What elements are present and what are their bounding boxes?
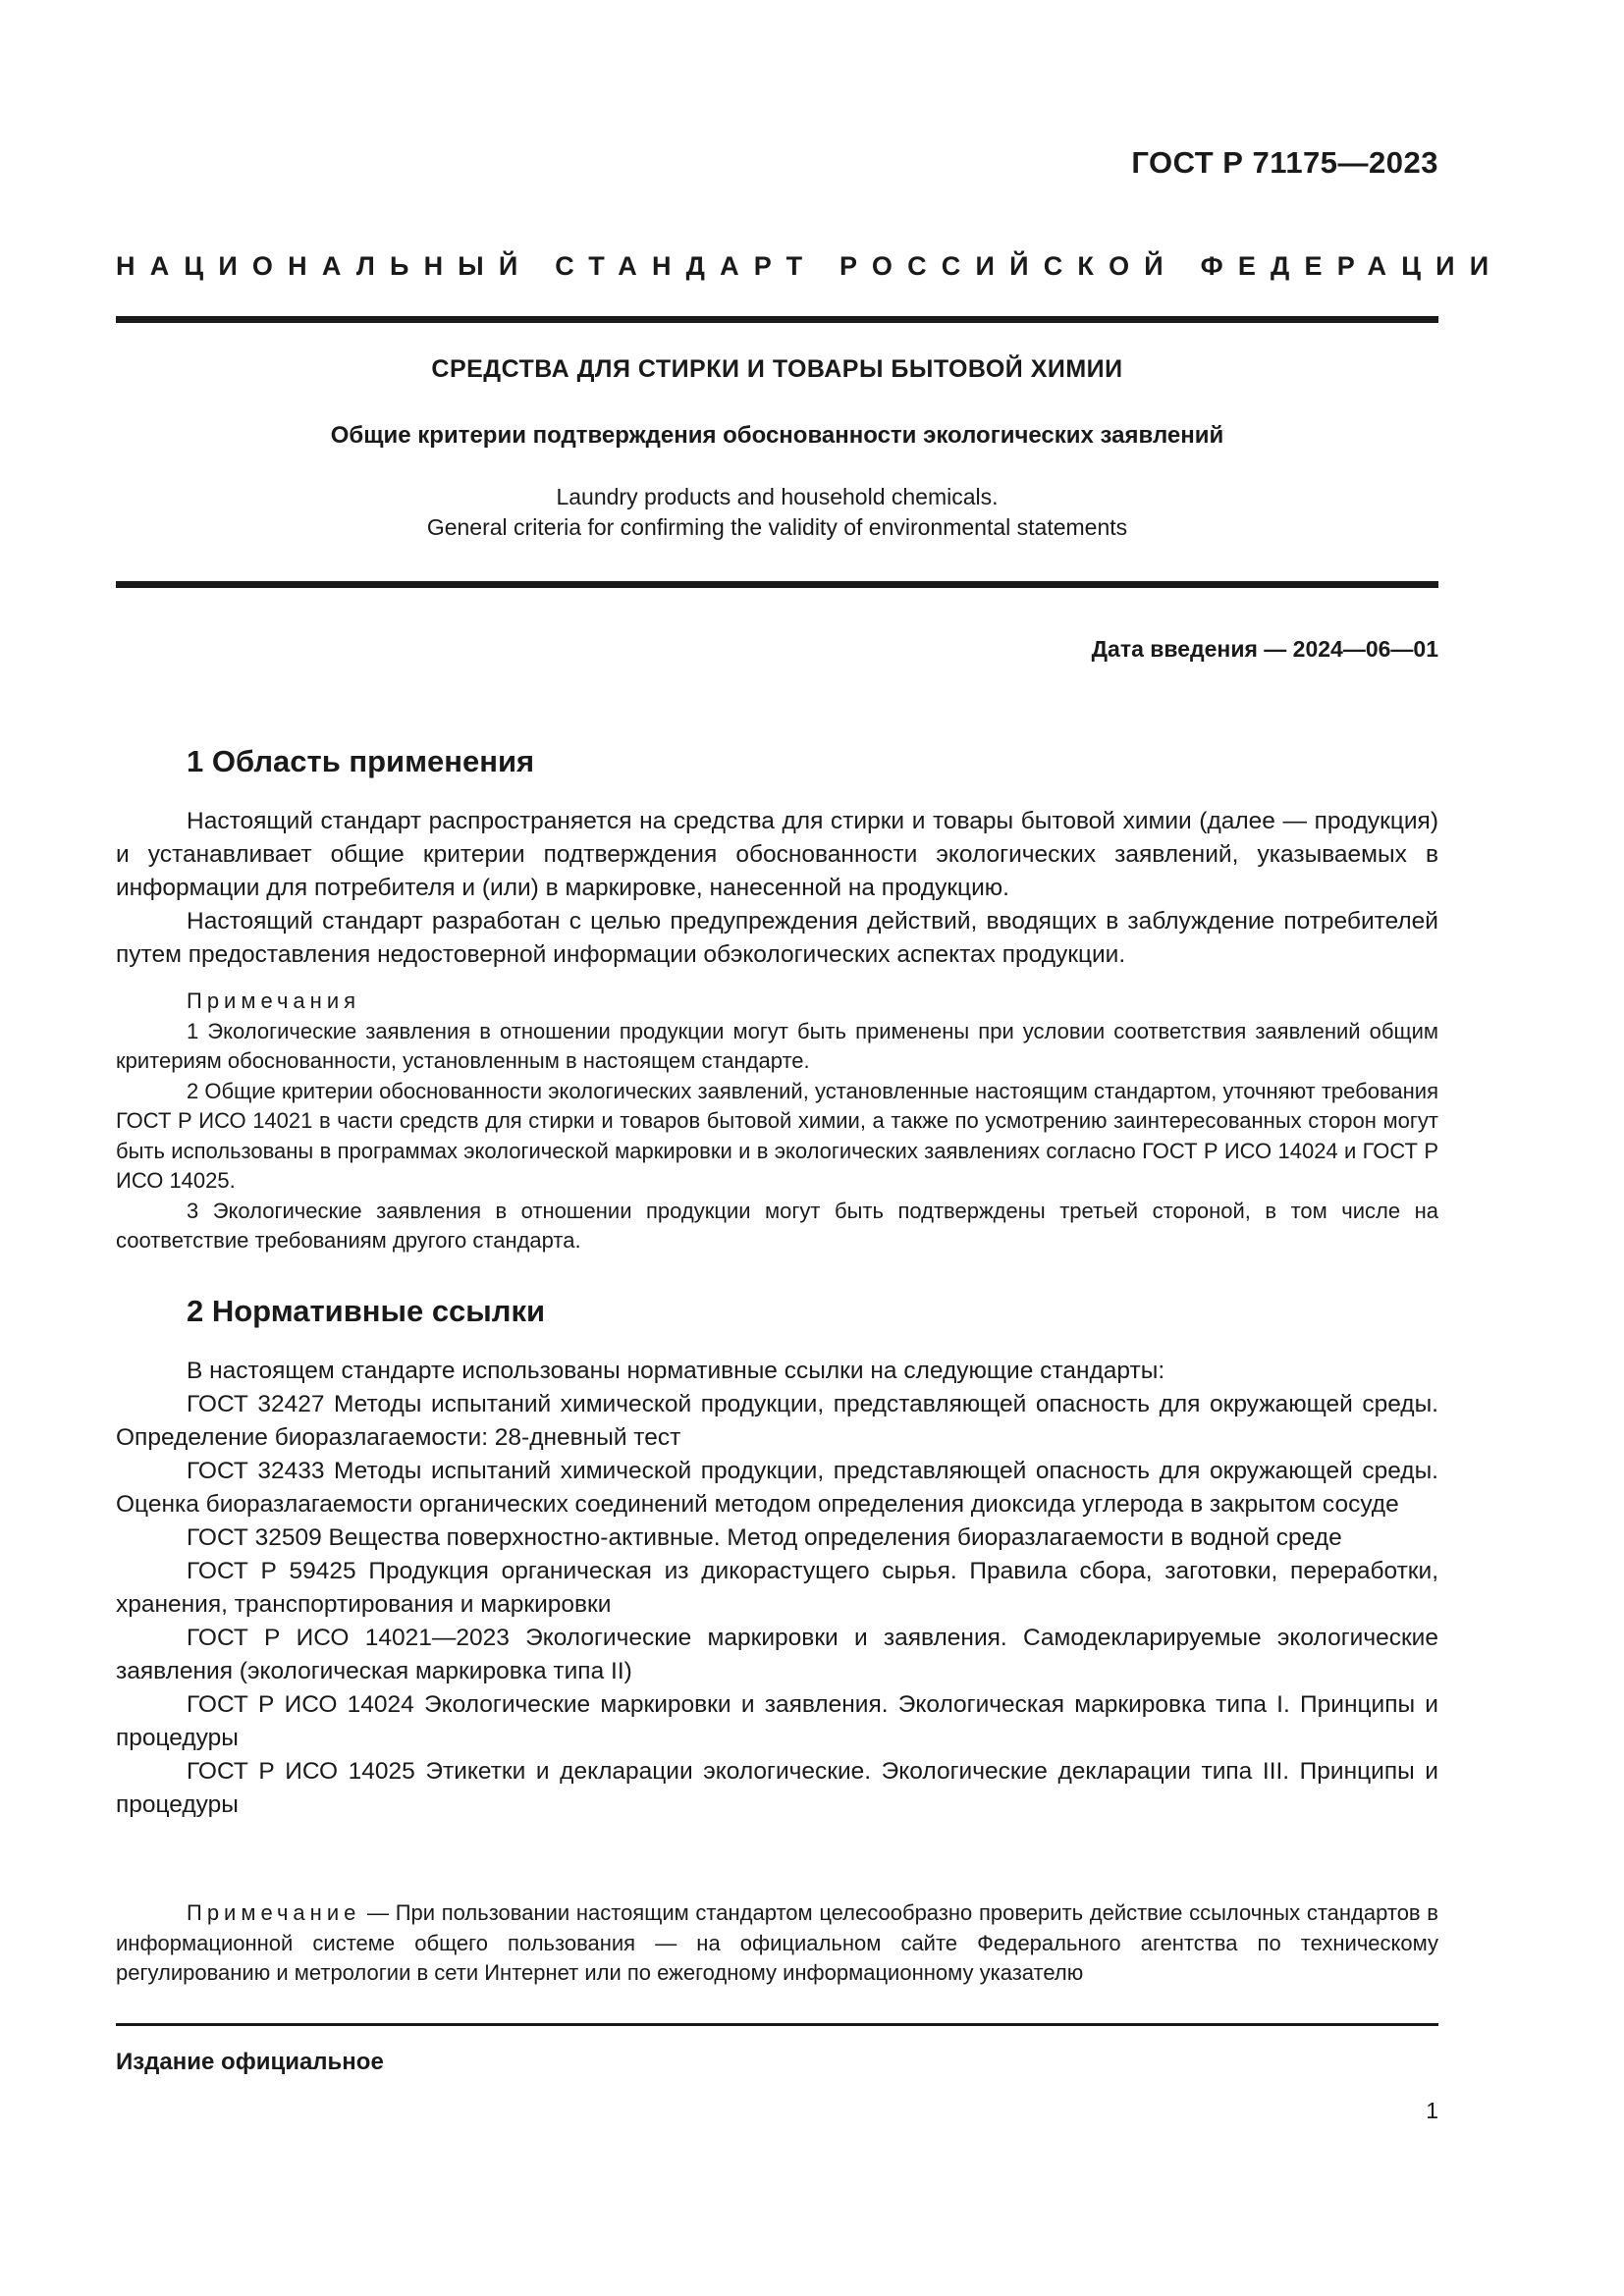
document-subtitle: Общие критерии подтверждения обоснованности экологических заявлений — [330, 422, 1224, 449]
english-title — [116, 482, 1438, 543]
standard-id: ГОСТ Р 71175—2023 — [1131, 145, 1438, 180]
reference-item: ГОСТ 32433 Методы испытаний химической продукции, представляющей опасность для окружающей среды. Оценка биоразлагаемости органических соединений методом определения диоксида углерода в закрытом сосуде — [116, 1458, 1438, 1518]
note-label: Примечание — [187, 1900, 361, 1925]
reference-item: ГОСТ Р ИСО 14021—2023 Экологические маркировки и заявления. Самодекларируемые экологические заявления (экологическая маркировка типа II) — [116, 1625, 1438, 1684]
note-item: 3 Экологические заявления в отношении продукции могут быть подтверждены третьей стороной, в том числе на соответствие требованиям другого стандарта. — [116, 1198, 1438, 1253]
paragraph: Настоящий стандарт распространяется на средства для стирки и товары бытовой химии (далее — продукция) и устанавливает общие критерии подтверждения обоснованности экологических заявлений, указываемых в информации для потребителя и (или) в маркировке, нанесенной на продукцию. — [116, 808, 1438, 901]
reference-item: ГОСТ Р ИСО 14024 Экологические маркировки и заявления. Экологическая маркировка типа I. Принципы и процедуры — [116, 1691, 1438, 1751]
footer-rule — [116, 2023, 1438, 2026]
notes-label-text: Примечания — [187, 988, 361, 1013]
section-2-body — [116, 1355, 1438, 1822]
reference-note — [116, 1898, 1438, 1989]
section-1-notes — [116, 987, 1438, 1256]
document-title: СРЕДСТВА ДЛЯ СТИРКИ И ТОВАРЫ БЫТОВОЙ ХИМИИ — [431, 355, 1123, 383]
english-title-line-1: Laundry products and household chemicals. — [556, 484, 999, 509]
header-rule — [116, 316, 1438, 323]
section-1-body — [116, 805, 1438, 972]
section-2-heading: 2 Нормативные ссылки — [187, 1294, 546, 1328]
note-item: 2 Общие критерии обоснованности экологических заявлений, установленные настоящим стандартом, уточняют требования ГОСТ Р ИСО 14021 в части средств для стирки и товаров бытовой химии, а также по усмотрению заинтересованных сторон могут быть использованы в программах экологической маркировки и в экологических заявлениях согласно ГОСТ Р ИСО 14024 и ГОСТ Р ИСО 14025. — [116, 1078, 1438, 1193]
paragraph: Настоящий стандарт разработан с целью предупреждения действий, вводящих в заблуждение потребителей путем предоставления недостоверной информации обэкологических аспектах продукции. — [116, 908, 1438, 968]
notes-label — [116, 987, 1438, 1017]
page-number: 1 — [1426, 2098, 1438, 2123]
section-2-note — [116, 1898, 1438, 1989]
note-text: — При пользовании настоящим стандартом целесообразно проверить действие ссылочных стандартов в информационной системе общего пользования — на официальном сайте Федерального агентства по техническому регулированию и метрологии в сети Интернет или по ежегодному информационному указателю — [116, 1900, 1438, 1985]
reference-item: ГОСТ Р 59425 Продукция органическая из дикорастущего сырья. Правила сбора, заготовки, переработки, хранения, транспортирования и маркировки — [116, 1558, 1438, 1618]
references-intro: В настоящем стандарте использованы нормативные ссылки на следующие стандарты: — [187, 1358, 1165, 1384]
note-item: 1 Экологические заявления в отношении продукции могут быть применены при условии соответствия заявлений общим критериям обоснованности, установленным в настоящем стандарте. — [116, 1018, 1438, 1073]
official-edition-label: Издание официальное — [116, 2049, 384, 2075]
reference-item: ГОСТ 32427 Методы испытаний химической продукции, представляющей опасность для окружающей среды. Определение биоразлагаемости: 28-дневный тест — [116, 1391, 1438, 1451]
english-title-line-2: General criteria for confirming the validity of environmental statements — [426, 514, 1128, 540]
national-standard-label: НАЦИОНАЛЬНЫЙ СТАНДАРТ РОССИЙСКОЙ ФЕДЕРАЦИИ — [116, 251, 1504, 281]
reference-item: ГОСТ Р ИСО 14025 Этикетки и декларации экологические. Экологические декларации типа III. Принципы и процедуры — [116, 1758, 1438, 1818]
introduction-date: Дата введения — 2024—06—01 — [1091, 636, 1438, 662]
reference-item: ГОСТ 32509 Вещества поверхностно-активные. Метод определения биоразлагаемости в водной среде — [187, 1524, 1342, 1551]
title-rule — [116, 581, 1438, 588]
section-1-heading: 1 Область применения — [187, 744, 535, 778]
